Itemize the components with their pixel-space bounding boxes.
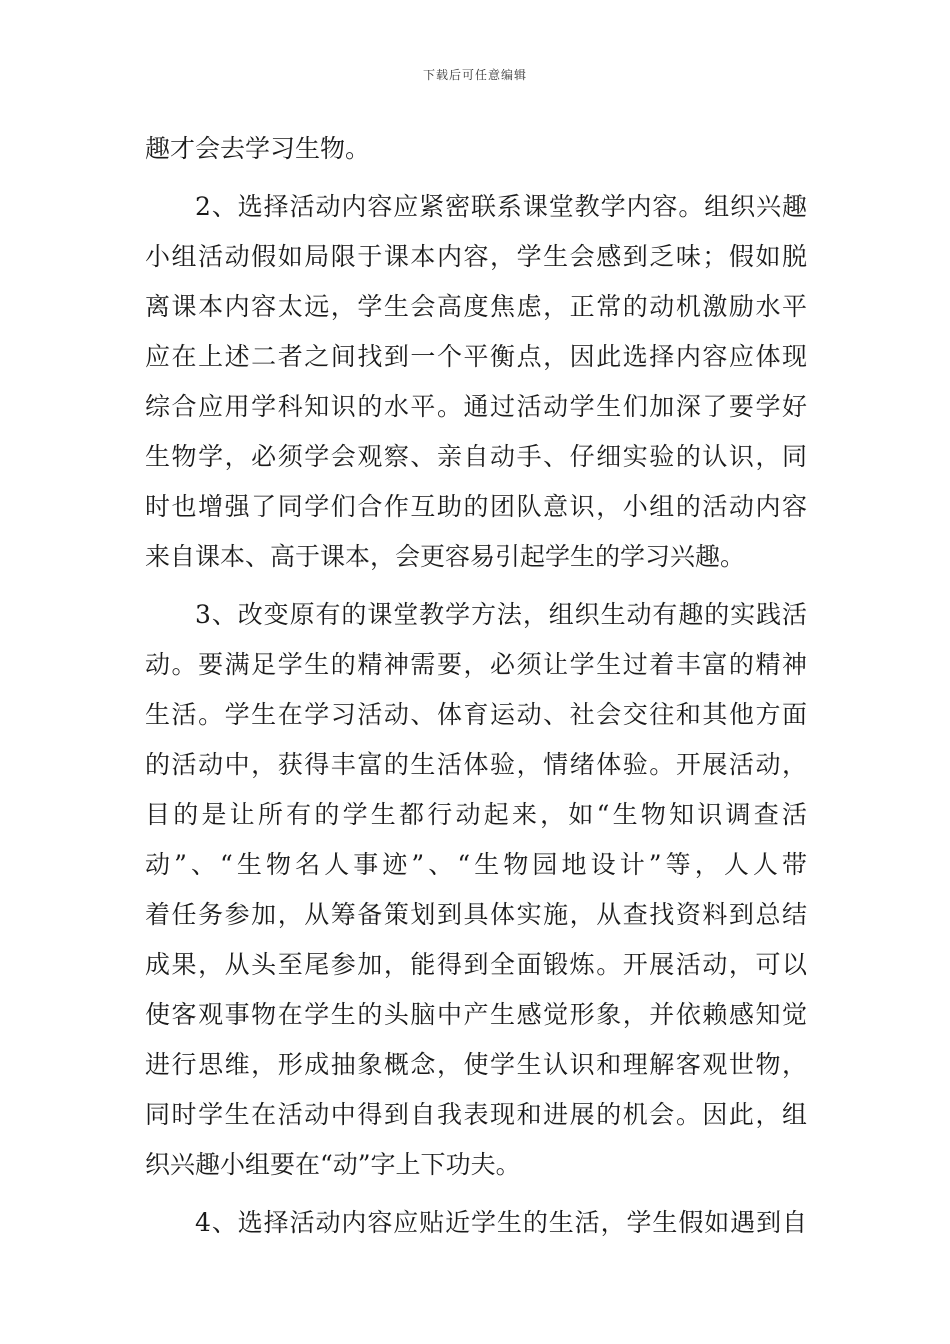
text-line: 同时学生在活动中得到自我表现和进展的机会。因此，组 bbox=[145, 1100, 807, 1129]
text-line: 离课本内容太远，学生会高度焦虑，正常的动机激励水平 bbox=[145, 292, 807, 321]
text-line: 织兴趣小组要在“动”字上下功夫。 bbox=[145, 1150, 521, 1179]
text-line: 生物学，必须学会观察、亲自动手、仔细实验的认识，同 bbox=[145, 442, 807, 471]
text-line: 的活动中，获得丰富的生活体验，情绪体验。开展活动， bbox=[145, 750, 807, 779]
text-line: 成果，从头至尾参加，能得到全面锻炼。开展活动，可以 bbox=[145, 950, 807, 979]
text-line: 3、改变原有的课堂教学方法，组织生动有趣的实践活 bbox=[195, 600, 807, 629]
text-line: 综合应用学科知识的水平。通过活动学生们加深了要学好 bbox=[145, 392, 807, 421]
text-line: 生活。学生在学习活动、体育运动、社会交往和其他方面 bbox=[145, 700, 807, 729]
page-header: 下载后可任意编辑 bbox=[422, 68, 527, 82]
text-line: 小组活动假如局限于课本内容，学生会感到乏味；假如脱 bbox=[145, 242, 807, 271]
paragraph-2 bbox=[145, 182, 807, 582]
text-line: 2、选择活动内容应紧密联系课堂教学内容。组织兴趣 bbox=[195, 192, 807, 221]
text-line: 趣才会去学习生物。 bbox=[145, 134, 371, 163]
text-line: 进行思维，形成抽象概念，使学生认识和理解客观世物， bbox=[145, 1050, 807, 1079]
document-body bbox=[145, 124, 807, 1248]
text-line: 应在上述二者之间找到一个平衡点，因此选择内容应体现 bbox=[145, 342, 807, 371]
text-line: 时也增强了同学们合作互助的团队意识，小组的活动内容 bbox=[145, 492, 807, 521]
text-line: 动”、“生物名人事迹”、“生物园地设计”等，人人带 bbox=[145, 850, 807, 879]
text-line: 着任务参加，从筹备策划到具体实施，从查找资料到总结 bbox=[145, 900, 807, 929]
text-line: 动。要满足学生的精神需要，必须让学生过着丰富的精神 bbox=[145, 650, 807, 679]
text-line: 使客观事物在学生的头脑中产生感觉形象，并依赖感知觉 bbox=[145, 1000, 807, 1029]
paragraph-3 bbox=[145, 590, 807, 1190]
text-line: 目的是让所有的学生都行动起来，如“生物知识调查活 bbox=[145, 800, 807, 829]
paragraph-1 bbox=[145, 124, 807, 174]
text-line: 4、选择活动内容应贴近学生的生活，学生假如遇到自 bbox=[195, 1208, 807, 1237]
paragraph-4 bbox=[145, 1198, 807, 1248]
text-line: 来自课本、高于课本，会更容易引起学生的学习兴趣。 bbox=[145, 542, 746, 571]
